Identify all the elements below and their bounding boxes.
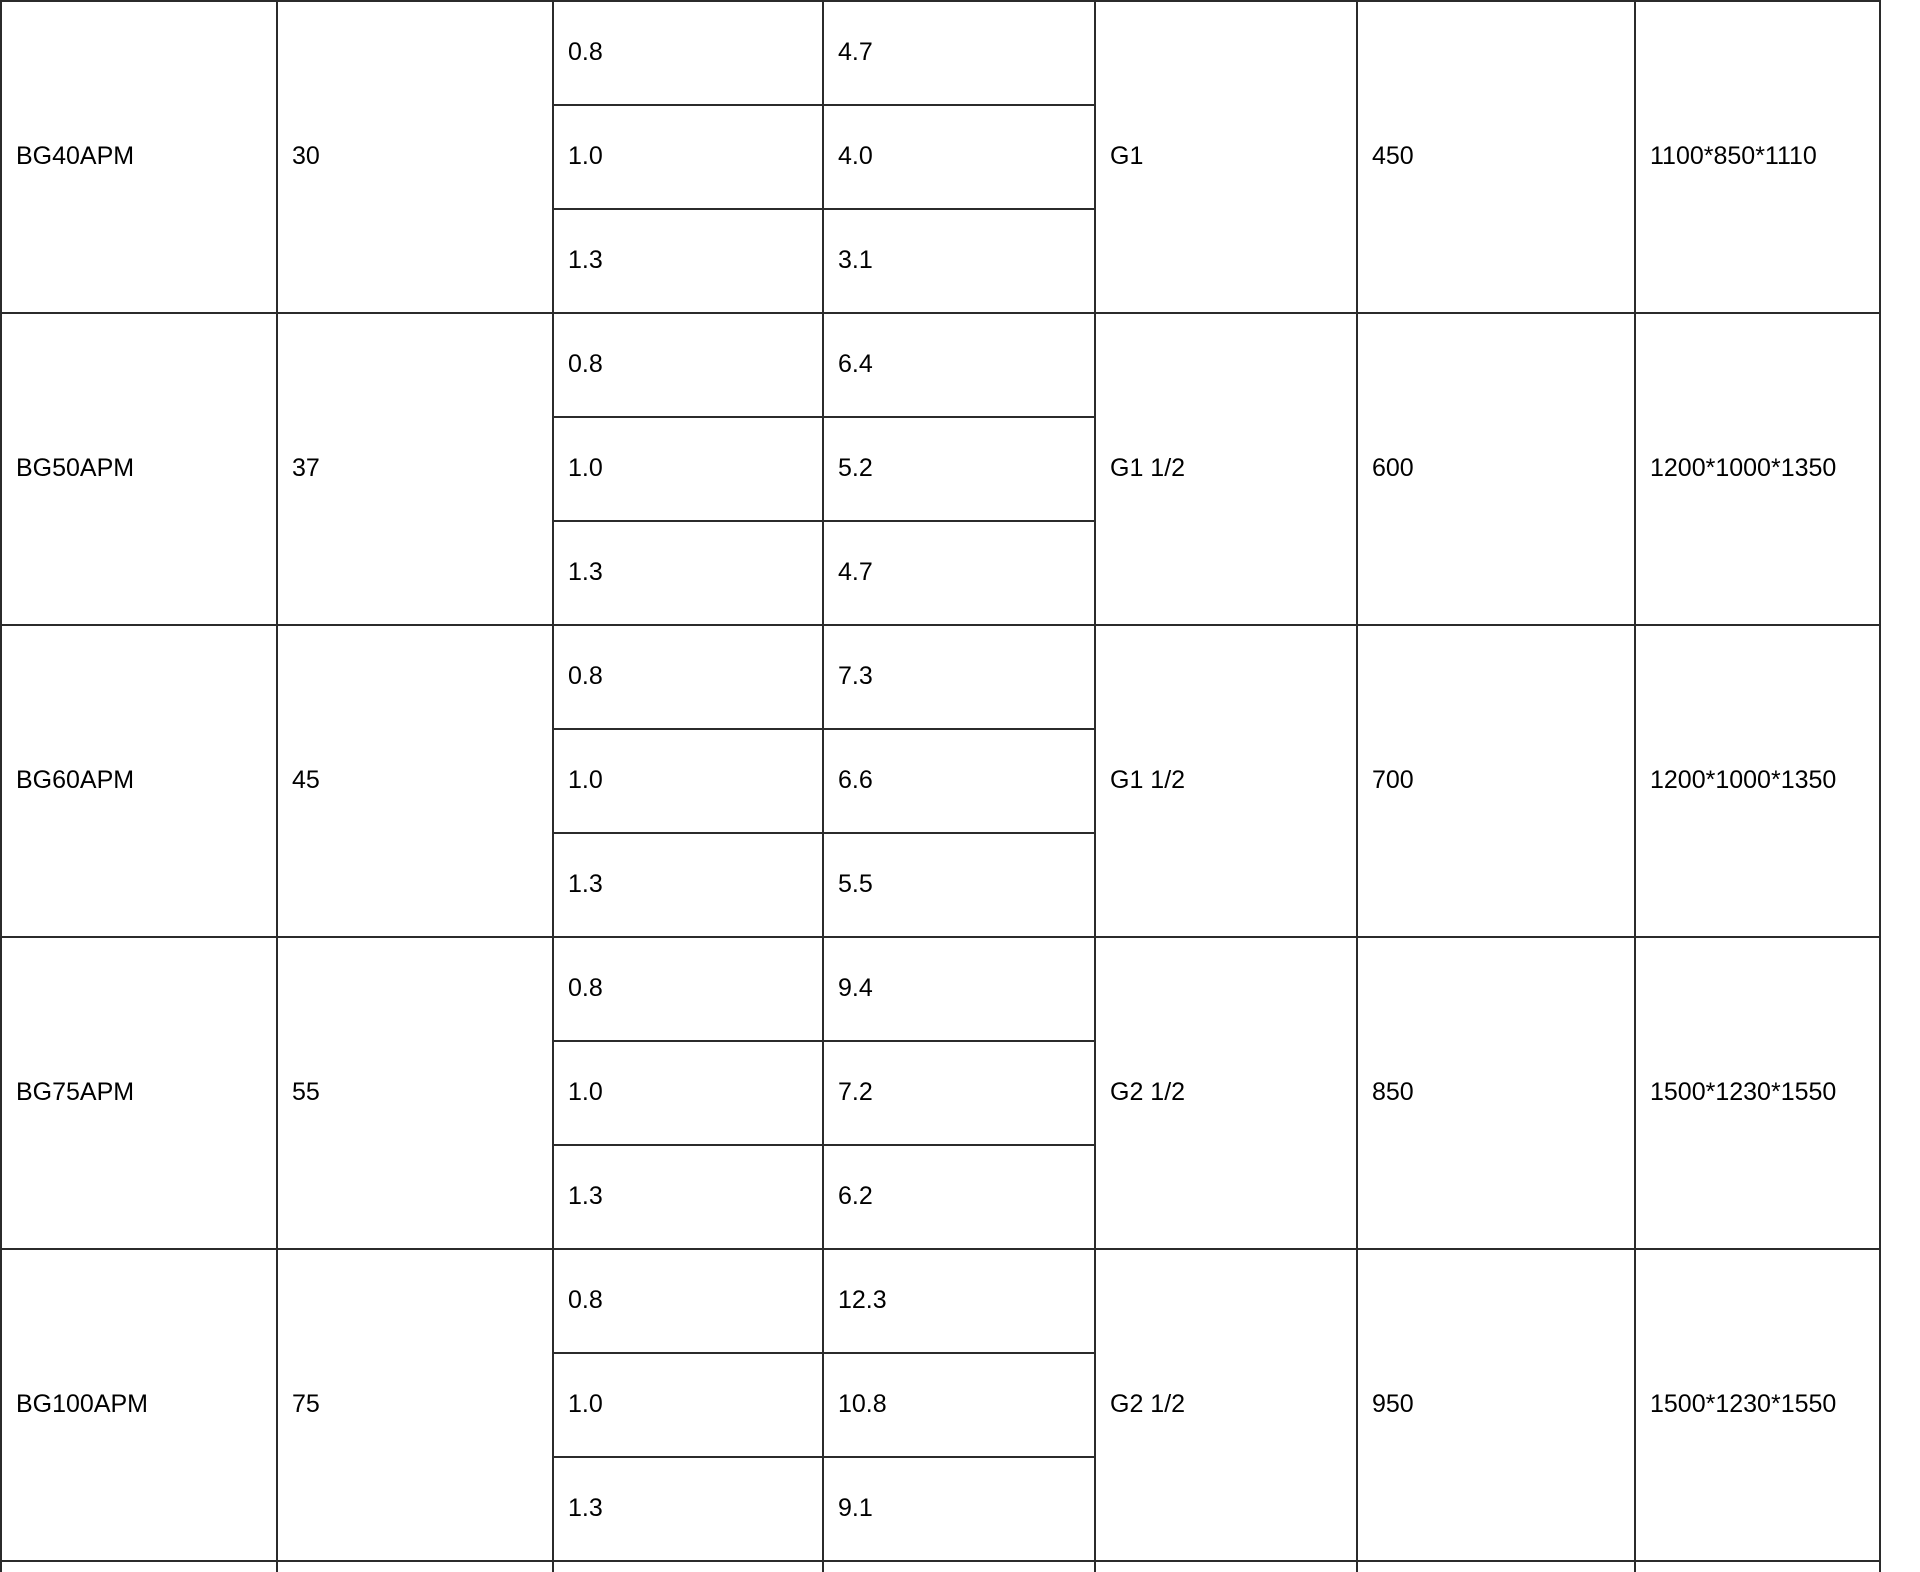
cell-capacity: 7.2 — [823, 1041, 1095, 1145]
cell-capacity: 12.3 — [823, 1249, 1095, 1353]
cell-clipped — [823, 1561, 1095, 1572]
cell-pressure: 1.0 — [553, 1353, 823, 1457]
table-row — [1, 1249, 1880, 1353]
cell-capacity: 6.4 — [823, 313, 1095, 417]
cell-capacity: 9.1 — [823, 1457, 1095, 1561]
cell-pressure: 0.8 — [553, 1249, 823, 1353]
cell-power: 45 — [277, 625, 553, 937]
table-row — [1, 1, 1880, 105]
cell-pressure: 0.8 — [553, 937, 823, 1041]
cell-air-tank: 950 — [1357, 1249, 1635, 1561]
cell-pressure: 0.8 — [553, 1, 823, 105]
table-row — [1, 937, 1880, 1041]
cell-connection: G1 1/2 — [1095, 625, 1357, 937]
cell-pressure: 1.3 — [553, 1145, 823, 1249]
cell-power: 30 — [277, 1, 553, 313]
cell-capacity: 5.2 — [823, 417, 1095, 521]
cell-model: BG75APM — [1, 937, 277, 1249]
cell-dimensions: 1200*1000*1350 — [1635, 313, 1880, 625]
cell-clipped — [1095, 1561, 1357, 1572]
cell-connection: G2 1/2 — [1095, 1249, 1357, 1561]
cell-air-tank: 700 — [1357, 625, 1635, 937]
cell-capacity: 7.3 — [823, 625, 1095, 729]
cell-pressure: 0.8 — [553, 313, 823, 417]
cell-model: BG40APM — [1, 1, 277, 313]
cell-air-tank: 450 — [1357, 1, 1635, 313]
cell-clipped — [1635, 1561, 1880, 1572]
cell-clipped — [553, 1561, 823, 1572]
cell-pressure: 0.8 — [553, 625, 823, 729]
cell-pressure: 1.0 — [553, 417, 823, 521]
cell-pressure: 1.3 — [553, 209, 823, 313]
cell-capacity: 4.0 — [823, 105, 1095, 209]
table-row-clipped — [1, 1561, 1880, 1572]
cell-connection: G1 1/2 — [1095, 313, 1357, 625]
cell-power: 55 — [277, 937, 553, 1249]
table-row — [1, 313, 1880, 417]
cell-model: BG50APM — [1, 313, 277, 625]
cell-capacity: 6.6 — [823, 729, 1095, 833]
cell-pressure: 1.3 — [553, 521, 823, 625]
cell-dimensions: 1500*1230*1550 — [1635, 937, 1880, 1249]
cell-capacity: 4.7 — [823, 1, 1095, 105]
cell-capacity: 6.2 — [823, 1145, 1095, 1249]
cell-capacity: 9.4 — [823, 937, 1095, 1041]
cell-capacity: 10.8 — [823, 1353, 1095, 1457]
cell-clipped — [1357, 1561, 1635, 1572]
cell-power: 75 — [277, 1249, 553, 1561]
table-row — [1, 625, 1880, 729]
cell-pressure: 1.3 — [553, 1457, 823, 1561]
cell-power: 37 — [277, 313, 553, 625]
cell-model: BG100APM — [1, 1249, 277, 1561]
cell-pressure: 1.0 — [553, 729, 823, 833]
cell-pressure: 1.0 — [553, 105, 823, 209]
cell-capacity: 4.7 — [823, 521, 1095, 625]
cell-connection: G2 1/2 — [1095, 937, 1357, 1249]
cell-clipped — [1, 1561, 277, 1572]
cell-dimensions: 1100*850*1110 — [1635, 1, 1880, 313]
cell-clipped — [277, 1561, 553, 1572]
cell-dimensions: 1200*1000*1350 — [1635, 625, 1880, 937]
cell-capacity: 5.5 — [823, 833, 1095, 937]
cell-model: BG60APM — [1, 625, 277, 937]
cell-connection: G1 — [1095, 1, 1357, 313]
cell-pressure: 1.0 — [553, 1041, 823, 1145]
cell-capacity: 3.1 — [823, 209, 1095, 313]
cell-dimensions: 1500*1230*1550 — [1635, 1249, 1880, 1561]
cell-air-tank: 850 — [1357, 937, 1635, 1249]
cell-pressure: 1.3 — [553, 833, 823, 937]
cell-air-tank: 600 — [1357, 313, 1635, 625]
